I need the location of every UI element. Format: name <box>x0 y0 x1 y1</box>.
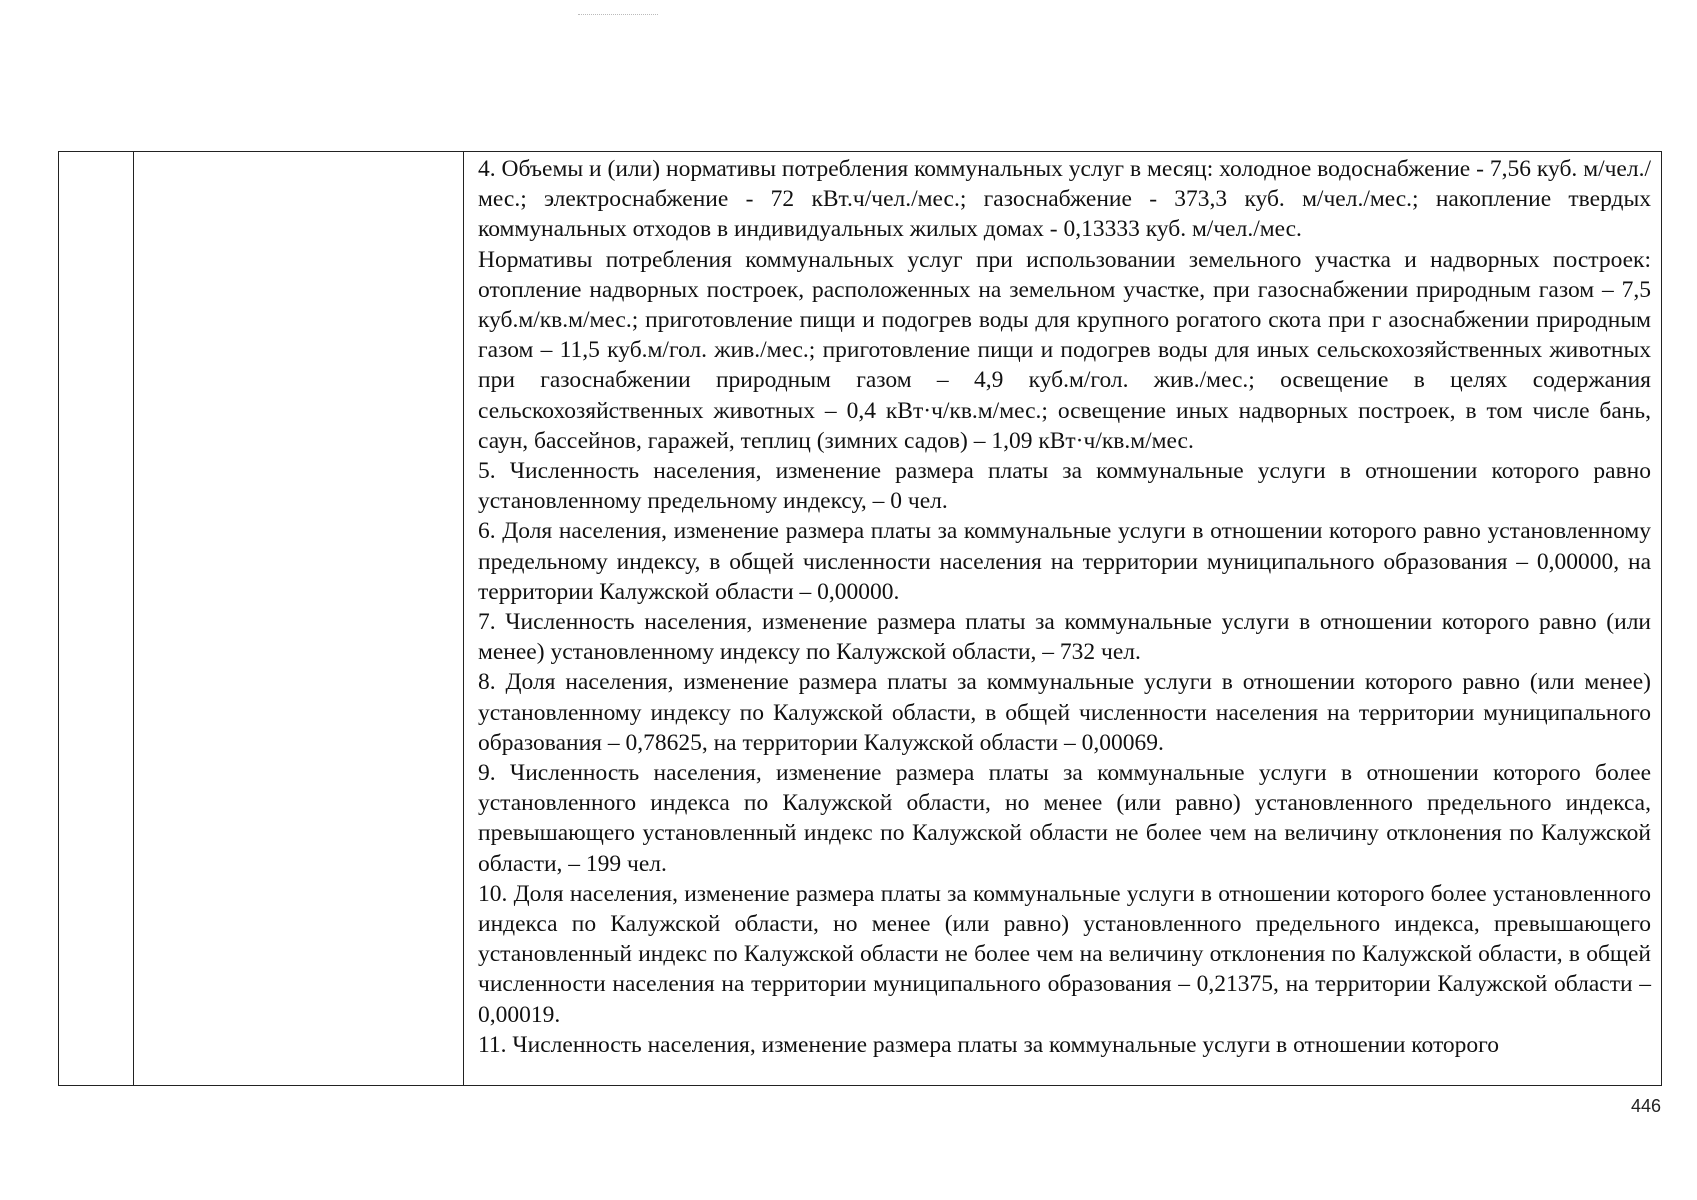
paragraph-11: 11. Численность населения, изменение размера платы за коммунальные услуги в отношении которого <box>478 1031 1499 1058</box>
paragraph-9: 9. Численность населения, изменение размера платы за коммунальные услуги в отношении которого более установленного индекса по Калужской области, но менее (или равно) установленного предельного индекса, превышающего установленный индекс по Калужской области не более чем на величину отклонения по Калужской области, – 199 чел. <box>478 760 1651 877</box>
paragraph-7: 7. Численность населения, изменение размера платы за коммунальные услуги в отношении которого равно (или менее) установленному индексу по Калужской области, – 732 чел. <box>478 609 1651 666</box>
paragraph-6: 6. Доля населения, изменение размера платы за коммунальные услуги в отношении которого равно установленному предельному индексу, в общей численности населения на территории муниципального образования – 0,00000, на территории Калужской области – 0,00000. <box>478 518 1651 605</box>
paragraph-4: 4. Объемы и (или) нормативы потребления коммунальных услуг в месяц: холодное водоснабжение - 7,56 куб. м/чел./мес.; электроснабжение - 72 кВт.ч/чел./мес.; газоснабжение - 373,3 куб. м/чел./мес.; накопление твердых коммунальных отходов в индивидуальных жилых домах - 0,13333 куб. м/чел./мес. <box>478 156 1651 243</box>
paragraph-8: 8. Доля населения, изменение размера платы за коммунальные услуги в отношении которого равно (или менее) установленному индексу по Калужской области, в общей численности населения на территории муниципального образования – 0,78625, на территории Калужской области – 0,00069. <box>478 669 1651 756</box>
table-cell-number <box>59 152 134 1085</box>
table-cell-content <box>464 152 1661 1085</box>
paragraph-5: 5. Численность населения, изменение размера платы за коммунальные услуги в отношении которого равно установленному предельному индексу, – 0 чел. <box>478 458 1651 515</box>
document-table <box>58 151 1662 1086</box>
scan-artifact <box>578 14 658 17</box>
table-cell-name <box>134 152 464 1085</box>
page-number: 446 <box>1630 1096 1661 1116</box>
paragraph-norms: Нормативы потребления коммунальных услуг при использовании земельного участка и надворных построек: отопление надворных построек, расположенных на земельном участке, при газоснабжении природным газом – 7,5 куб.м/кв.м/мес.; приготовление пищи и подогрев воды для крупного рогатого скота при г азоснабжении природным газом – 11,5 куб.м/гол. жив./мес.; приготовление пищи и подогрев воды для иных сельскохозяйственных животных при газоснабжении природным газом – 4,9 куб.м/гол. жив./мес.; освещение в целях содержания сельскохозяйственных животных – 0,4 кВт·ч/кв.м/мес.; освещение иных надворных построек, в том числе бань, саун, бассейнов, гаражей, теплиц (зимних садов) – 1,09 кВт·ч/кв.м/мес. <box>478 246 1651 454</box>
paragraph-10: 10. Доля населения, изменение размера платы за коммунальные услуги в отношении которого более установленного индекса по Калужской области, но менее (или равно) установленного предельного индекса, превышающего установленный индекс по Калужской области не более чем на величину отклонения по Калужской области, в общей численности населения на территории муниципального образования – 0,21375, на территории Калужской области – 0,00019. <box>478 880 1651 1028</box>
